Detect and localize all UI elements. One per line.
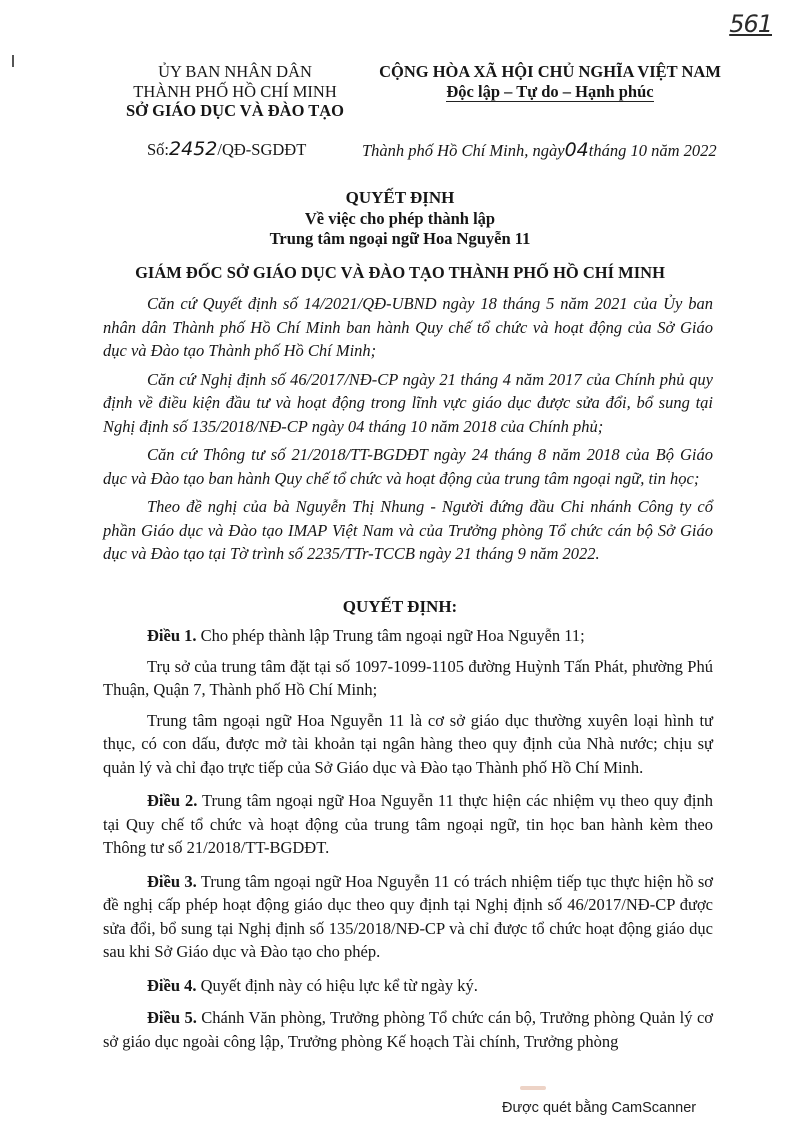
handwritten-day: 04 [564,139,589,161]
title-subject-2: Trung tâm ngoại ngữ Hoa Nguyễn 11 [269,229,531,248]
article-label: Điều 4. [147,975,197,995]
basis-paragraph: Căn cứ Nghị định số 46/2017/NĐ-CP ngày 21 tháng 4 năm 2017 của Chính phủ quy định về điều kiện đầu tư và hoạt động trong lĩnh vực giáo dục được sửa đổi, bổ sung tại Nghị định số 135/2018/NĐ-CP ngày 04 tháng 10 năm 2018 của Chính phủ; [103,369,713,436]
number-suffix: /QĐ-SGDĐT [217,140,307,159]
articles [103,624,713,1053]
legal-basis [103,292,713,566]
country-name: CỘNG HÒA XÃ HỘI CHỦ NGHĨA VIỆT NAM [379,62,721,81]
article-3 [103,870,713,964]
article-text: Trung tâm ngoại ngữ Hoa Nguyễn 11 có trách nhiệm tiếp tục thực hiện hồ sơ đề nghị cấp phép hoạt động giáo dục theo quy định tại Nghị định số 46/2017/NĐ-CP được sửa đổi, bổ sung tại Nghị định số 135/2018/NĐ-CP và chỉ được tổ chức hoạt động giáo dục sau khi Sở Giáo dục và Đào tạo cho phép. [103,871,714,961]
number-prefix: Số: [147,140,170,159]
title-subject-1: Về việc cho phép thành lập [304,208,496,228]
scan-mark [12,55,14,67]
title-heading: QUYẾT ĐỊNH [345,188,455,207]
department-name: SỞ GIÁO DỤC VÀ ĐÀO TẠO [125,101,345,120]
national-header [370,62,730,102]
article-4 [103,974,713,998]
article-1 [103,624,713,648]
decision-heading: QUYẾT ĐỊNH: [342,597,458,616]
document-number [147,138,306,160]
basis-paragraph: Theo đề nghị của bà Nguyễn Thị Nhung - Người đứng đầu Chi nhánh Công ty cổ phần Giáo dục và Đào tạo IMAP Việt Nam và của Trưởng phòng Tổ chức cán bộ Sở Giáo dục và Đào tạo tại Tờ trình số 2235/TTr-TCCB ngày 21 tháng 9 năm 2022. [103,497,713,563]
article-label: Điều 1. [147,626,197,645]
article-2 [103,789,713,860]
article-1-status: Trung tâm ngoại ngữ Hoa Nguyễn 11 là cơ sở giáo dục thường xuyên loại hình tư thục, có con dấu, được mở tài khoản tại ngân hàng theo quy định của Nhà nước; chịu sự quản lý và chỉ đạo trực tiếp của Sở Giáo dục và Đào tạo Thành phố Hồ Chí Minh. [103,710,713,777]
authority-line-1: ỦY BAN NHÂN DÂN [158,62,312,81]
document-title [0,188,800,250]
scanner-watermark: Được quét bằng CamScanner [502,1100,697,1116]
article-5 [103,1006,713,1053]
issuing-authority [105,62,365,121]
article-label: Điều 3. [147,871,197,891]
basis-paragraph: Căn cứ Thông tư số 21/2018/TT-BGDĐT ngày 24 tháng 8 năm 2018 của Bộ Giáo dục và Đào tạo ban hành Quy chế tổ chức và hoạt động của trung tâm ngoại ngữ, tin học; [103,445,713,488]
date-prefix: Thành phố Hồ Chí Minh, ngày [362,141,565,160]
article-text: Trung tâm ngoại ngữ Hoa Nguyễn 11 thực hiện các nhiệm vụ theo quy định tại Quy chế tổ chức và hoạt động của trung tâm ngoại ngữ, tin học ban hành kèm theo Thông tư số 21/2018/TT-BGDĐT. [103,791,713,857]
article-label: Điều 5. [147,1008,197,1027]
signing-authority: GIÁM ĐỐC SỞ GIÁO DỤC VÀ ĐÀO TẠO THÀNH PHỐ HỒ CHÍ MINH [135,263,665,282]
article-text: Quyết định này có hiệu lực kể từ ngày ký. [196,975,478,995]
article-label: Điều 2. [147,791,198,810]
page-number: 561 [729,10,772,38]
article-1-address: Trụ sở của trung tâm đặt tại số 1097-1099-1105 đường Huỳnh Tấn Phát, phường Phú Thuận, Quận 7, Thành phố Hồ Chí Minh; [103,656,713,699]
date-suffix: tháng 10 năm 2022 [588,141,717,160]
article-text: Cho phép thành lập Trung tâm ngoại ngữ Hoa Nguyễn 11; [196,626,585,645]
basis-paragraph: Căn cứ Quyết định số 14/2021/QĐ-UBND ngày 18 tháng 5 năm 2021 của Ủy ban nhân dân Thành phố Hồ Chí Minh ban hành Quy chế tổ chức và hoạt động của Sở Giáo dục và Đào tạo Thành phố Hồ Chí Minh; [103,294,713,360]
scan-smudge [520,1086,546,1090]
issue-date [362,139,717,161]
handwritten-number: 2452 [169,138,218,160]
article-text: Chánh Văn phòng, Trưởng phòng Tổ chức cán bộ, Trưởng phòng Quản lý cơ sở giáo dục ngoài công lập, Trưởng phòng Kế hoạch Tài chính, Trưởng phòng [103,1008,714,1051]
national-motto: Độc lập – Tự do – Hạnh phúc [446,82,654,101]
authority-line-2: THÀNH PHỐ HỒ CHÍ MINH [133,81,337,101]
